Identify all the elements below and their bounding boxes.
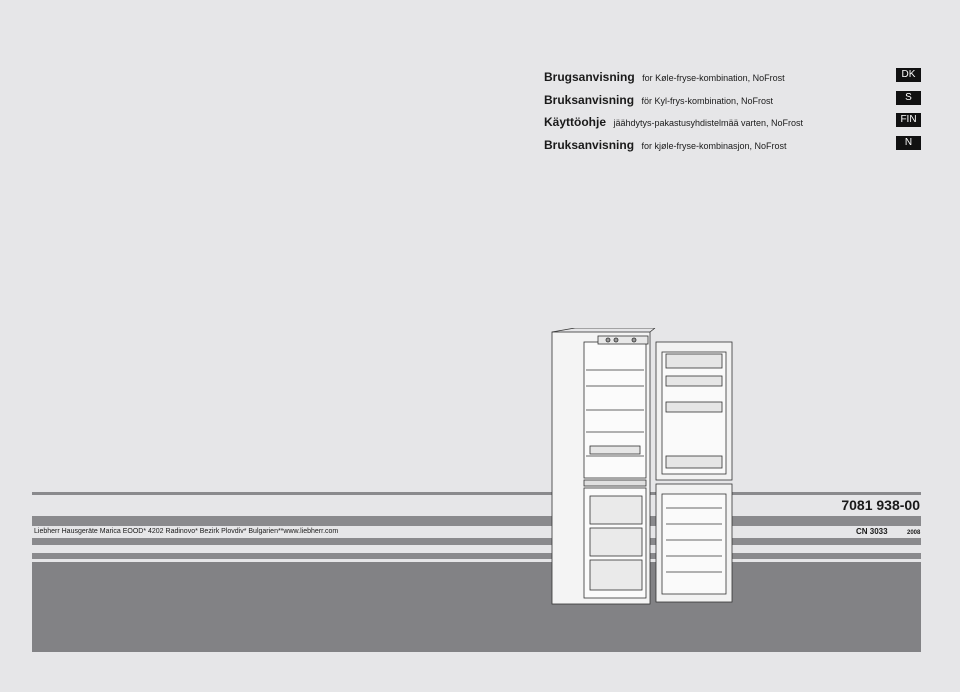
grey-band [32, 553, 921, 559]
manual-subtitle: jäähdytys-pakastusyhdistelmää varten, NoFrost [613, 118, 804, 128]
manual-subtitle: for Køle-fryse-kombination, NoFrost [642, 73, 785, 83]
manual-title: Bruksanvisning [544, 93, 635, 107]
grey-band [32, 538, 921, 545]
separator-line [32, 492, 921, 495]
manual-title: Bruksanvisning [544, 138, 635, 152]
language-row-fin [544, 113, 803, 131]
manual-subtitle: for kjøle-fryse-kombinasjon, NoFrost [641, 141, 787, 151]
cn-code: CN 3033 [856, 527, 888, 536]
language-row-s [544, 91, 773, 109]
language-code-badge: N [896, 136, 921, 150]
manual-title: Käyttöohje [544, 115, 607, 129]
fridge-freezer-illustration [550, 328, 736, 610]
grey-band [32, 516, 921, 526]
language-row-dk [544, 68, 785, 86]
document-number: 7081 938-00 [841, 497, 920, 513]
language-code-badge: FIN [896, 113, 921, 127]
language-row-n [544, 136, 787, 154]
manufacturer-address: Liebherr Hausgeräte Marica EOOD* 4202 Radinovo* Bezirk Plovdiv* Bulgarien**www.liebherr.com [34, 528, 339, 535]
manual-subtitle: för Kyl-frys-kombination, NoFrost [641, 96, 774, 106]
grey-block [32, 562, 921, 652]
manual-title: Brugsanvisning [544, 70, 635, 84]
language-code-badge: DK [896, 68, 921, 82]
year-label: 2008 [907, 530, 921, 536]
language-code-badge: S [896, 91, 921, 105]
